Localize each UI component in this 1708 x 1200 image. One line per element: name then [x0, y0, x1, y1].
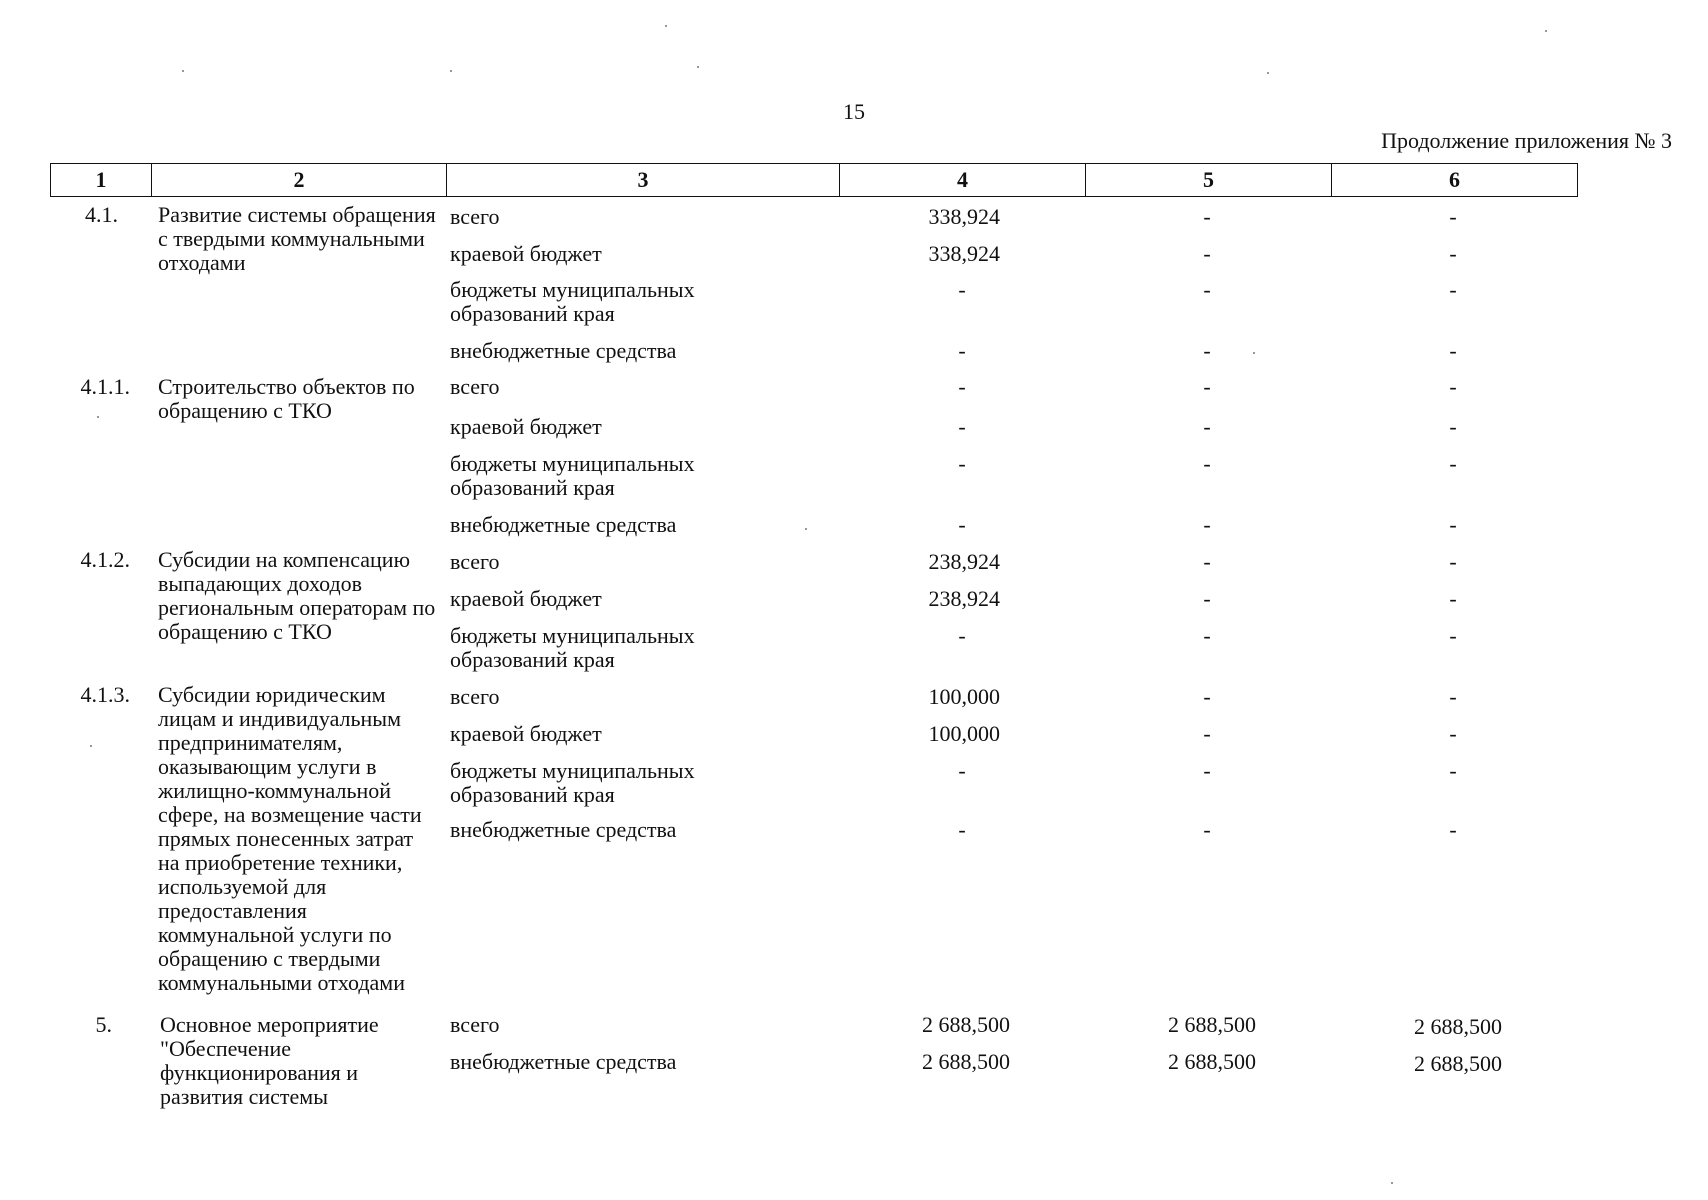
section-number: 4.1. — [85, 202, 118, 227]
scan-speck — [1253, 352, 1255, 354]
value-col5: - — [1203, 204, 1211, 229]
section-number: 4.1.2. — [80, 547, 130, 572]
scan-speck — [97, 416, 99, 418]
value-col4: 338,924 — [928, 204, 1000, 229]
scan-speck — [1267, 72, 1269, 74]
value-col6: - — [1449, 451, 1457, 476]
value-col4: - — [958, 623, 966, 648]
value-col4: 2 688,500 — [922, 1049, 1010, 1074]
value-col6: - — [1449, 374, 1457, 399]
scan-speck — [450, 70, 452, 72]
value-col4: - — [958, 817, 966, 842]
funding-source-label: всего — [450, 204, 500, 229]
funding-source-label: всего — [450, 374, 500, 399]
value-col4: - — [958, 338, 966, 363]
value-col5: - — [1203, 277, 1211, 302]
value-col5: - — [1203, 338, 1211, 363]
scan-speck — [90, 745, 92, 747]
value-col6: - — [1449, 623, 1457, 648]
value-col4: - — [958, 414, 966, 439]
funding-source-label: всего — [450, 684, 500, 709]
value-col4: 338,924 — [928, 241, 1000, 266]
section-number: 4.1.1. — [80, 374, 130, 399]
value-col6: - — [1449, 721, 1457, 746]
value-col5: - — [1203, 241, 1211, 266]
scan-speck — [665, 25, 667, 27]
funding-source-label: бюджеты муниципальных образований края — [450, 277, 695, 326]
value-col5: - — [1203, 586, 1211, 611]
value-col4: 238,924 — [928, 586, 1000, 611]
value-col4: - — [958, 374, 966, 399]
value-col6: - — [1449, 414, 1457, 439]
value-col6: - — [1449, 758, 1457, 783]
column-header-2: 2 — [152, 164, 447, 197]
section-title: Основное мероприятие "Обеспечение функционирования и развития системы — [160, 1012, 379, 1109]
scan-speck — [1545, 30, 1547, 32]
value-col5: 2 688,500 — [1168, 1012, 1256, 1037]
value-col4: 238,924 — [928, 549, 1000, 574]
section-title: Строительство объектов по обращению с ТКО — [158, 374, 415, 423]
column-header-row — [50, 163, 1578, 197]
value-col5: 2 688,500 — [1168, 1049, 1256, 1074]
value-col5: - — [1203, 414, 1211, 439]
column-header-6: 6 — [1332, 164, 1578, 197]
value-col6: - — [1449, 338, 1457, 363]
scan-speck — [805, 528, 807, 530]
scan-speck — [697, 66, 699, 68]
funding-source-label: бюджеты муниципальных образований края — [450, 623, 695, 672]
value-col5: - — [1203, 758, 1211, 783]
value-col5: - — [1203, 549, 1211, 574]
value-col6: - — [1449, 512, 1457, 537]
funding-source-label: внебюджетные средства — [450, 512, 677, 537]
value-col5: - — [1203, 721, 1211, 746]
funding-source-label: краевой бюджет — [450, 241, 602, 266]
value-col5: - — [1203, 512, 1211, 537]
value-col6: - — [1449, 586, 1457, 611]
value-col6: - — [1449, 277, 1457, 302]
section-title: Субсидии на компенсацию выпадающих доходов региональным операторам по обращению с ТКО — [158, 547, 436, 644]
section-title: Развитие системы обращения с твердыми коммунальными отходами — [158, 202, 436, 275]
value-col4: 2 688,500 — [922, 1012, 1010, 1037]
page-number: 15 — [843, 99, 865, 124]
column-header-3: 3 — [447, 164, 840, 197]
value-col6: 2 688,500 — [1414, 1014, 1502, 1039]
value-col4: 100,000 — [928, 721, 1000, 746]
appendix-continuation-label: Продолжение приложения № 3 — [1381, 128, 1672, 153]
value-col5: - — [1203, 817, 1211, 842]
value-col4: - — [958, 451, 966, 476]
scan-speck — [1391, 1182, 1393, 1184]
value-col4: - — [958, 512, 966, 537]
section-number: 5. — [95, 1012, 112, 1037]
funding-source-label: бюджеты муниципальных образований края — [450, 758, 695, 807]
column-header-5: 5 — [1086, 164, 1332, 197]
value-col5: - — [1203, 684, 1211, 709]
funding-source-label: внебюджетные средства — [450, 817, 677, 842]
scan-speck — [182, 70, 184, 72]
funding-source-label: всего — [450, 1012, 500, 1037]
funding-source-label: всего — [450, 549, 500, 574]
funding-source-label: внебюджетные средства — [450, 338, 677, 363]
value-col5: - — [1203, 374, 1211, 399]
value-col6: - — [1449, 241, 1457, 266]
value-col5: - — [1203, 451, 1211, 476]
value-col6: - — [1449, 684, 1457, 709]
section-number: 4.1.3. — [80, 682, 130, 707]
value-col6: - — [1449, 204, 1457, 229]
section-title: Субсидии юридическим лицам и индивидуальным предпринимателям, оказывающим услуги в жилищно-коммунальной сфере, на возмещение части прямых понесенных затрат на приобретение техники, используемой для предоставления коммунальной услуги по обращению с твердыми коммунальными отходами — [158, 682, 422, 995]
value-col4: - — [958, 758, 966, 783]
funding-source-label: краевой бюджет — [450, 586, 602, 611]
value-col6: - — [1449, 549, 1457, 574]
value-col5: - — [1203, 623, 1211, 648]
value-col6: - — [1449, 817, 1457, 842]
funding-source-label: краевой бюджет — [450, 721, 602, 746]
column-header-1: 1 — [51, 164, 152, 197]
value-col4: - — [958, 277, 966, 302]
value-col4: 100,000 — [928, 684, 1000, 709]
funding-source-label: бюджеты муниципальных образований края — [450, 451, 695, 500]
value-col6: 2 688,500 — [1414, 1051, 1502, 1076]
funding-source-label: краевой бюджет — [450, 414, 602, 439]
column-header-4: 4 — [840, 164, 1086, 197]
funding-source-label: внебюджетные средства — [450, 1049, 677, 1074]
